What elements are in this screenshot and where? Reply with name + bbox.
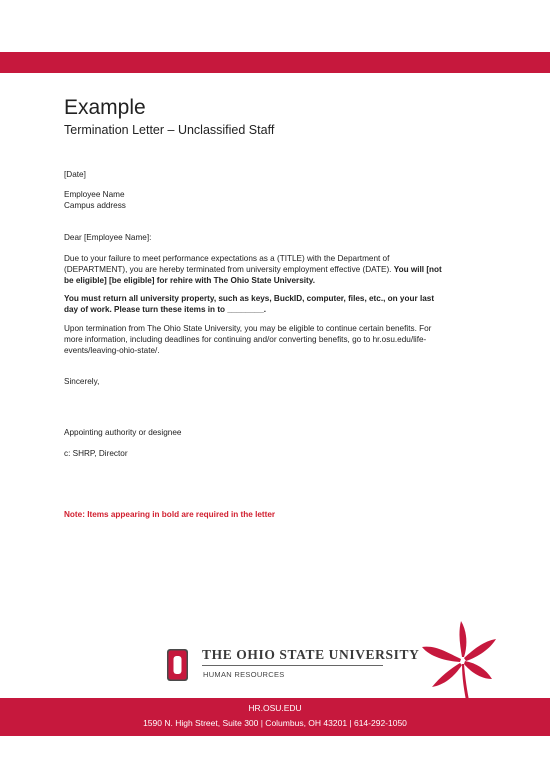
paragraph-benefits — [64, 323, 484, 356]
page-title: Example — [64, 96, 146, 119]
block-o-icon — [167, 649, 188, 681]
footer-band — [0, 698, 550, 736]
benefits-line-2: more information, including deadlines for continuing and/or converting benefits, go to hr.osu.edu/life- — [64, 335, 427, 344]
return-property-line-1 — [64, 293, 484, 304]
footer-website: HR.OSU.EDU — [248, 703, 302, 713]
required-items-note: Note: Items appearing in bold are required in the letter — [64, 510, 276, 519]
return-property-text-2: day of work. Please turn these items in to ________. — [64, 305, 267, 314]
paragraph-termination-line-2-text: (DEPARTMENT), you are hereby terminated from university employment effective (DATE). — [64, 265, 392, 274]
date-line: [Date] — [64, 170, 86, 179]
campus-address: Campus address — [64, 201, 126, 210]
return-property-line-2 — [64, 304, 484, 315]
university-wordmark: THE OHIO STATE UNIVERSITY — [202, 647, 420, 662]
return-property-text-1: You must return all university property, such as keys, BuckID, computer, files, etc., on your last — [64, 294, 435, 303]
recipient-block — [64, 189, 484, 211]
rehire-eligibility-start: You will [not — [393, 265, 442, 274]
closing: Sincerely, — [64, 377, 100, 386]
paragraph-termination-line-3 — [64, 275, 484, 286]
salutation: Dear [Employee Name]: — [64, 233, 152, 242]
paragraph-termination — [64, 253, 484, 286]
paragraph-return-property — [64, 293, 484, 315]
signatory: Appointing authority or designee — [64, 428, 182, 437]
top-brand-band — [0, 52, 550, 73]
cc-line: c: SHRP, Director — [64, 449, 128, 458]
benefits-line-3: events/leaving-ohio-state/. — [64, 346, 160, 355]
paragraph-termination-line-1: Due to your failure to meet performance expectations as a (TITLE) with the Department of — [64, 254, 390, 263]
footer-address: 1590 N. High Street, Suite 300 | Columbus, OH 43201 | 614-292-1050 — [143, 718, 407, 728]
buckeye-leaf-icon — [418, 617, 498, 707]
employee-name: Employee Name — [64, 190, 125, 199]
benefits-line-1: Upon termination from The Ohio State University, you may be eligible to continue certain benefits. For — [64, 324, 432, 333]
wordmark-divider — [202, 665, 383, 666]
page-subtitle: Termination Letter – Unclassified Staff — [64, 123, 275, 137]
paragraph-termination-line-2 — [64, 264, 484, 275]
department-name: HUMAN RESOURCES — [203, 670, 285, 679]
rehire-eligibility-end: be eligible] [be eligible] for rehire with The Ohio State University. — [64, 276, 315, 285]
